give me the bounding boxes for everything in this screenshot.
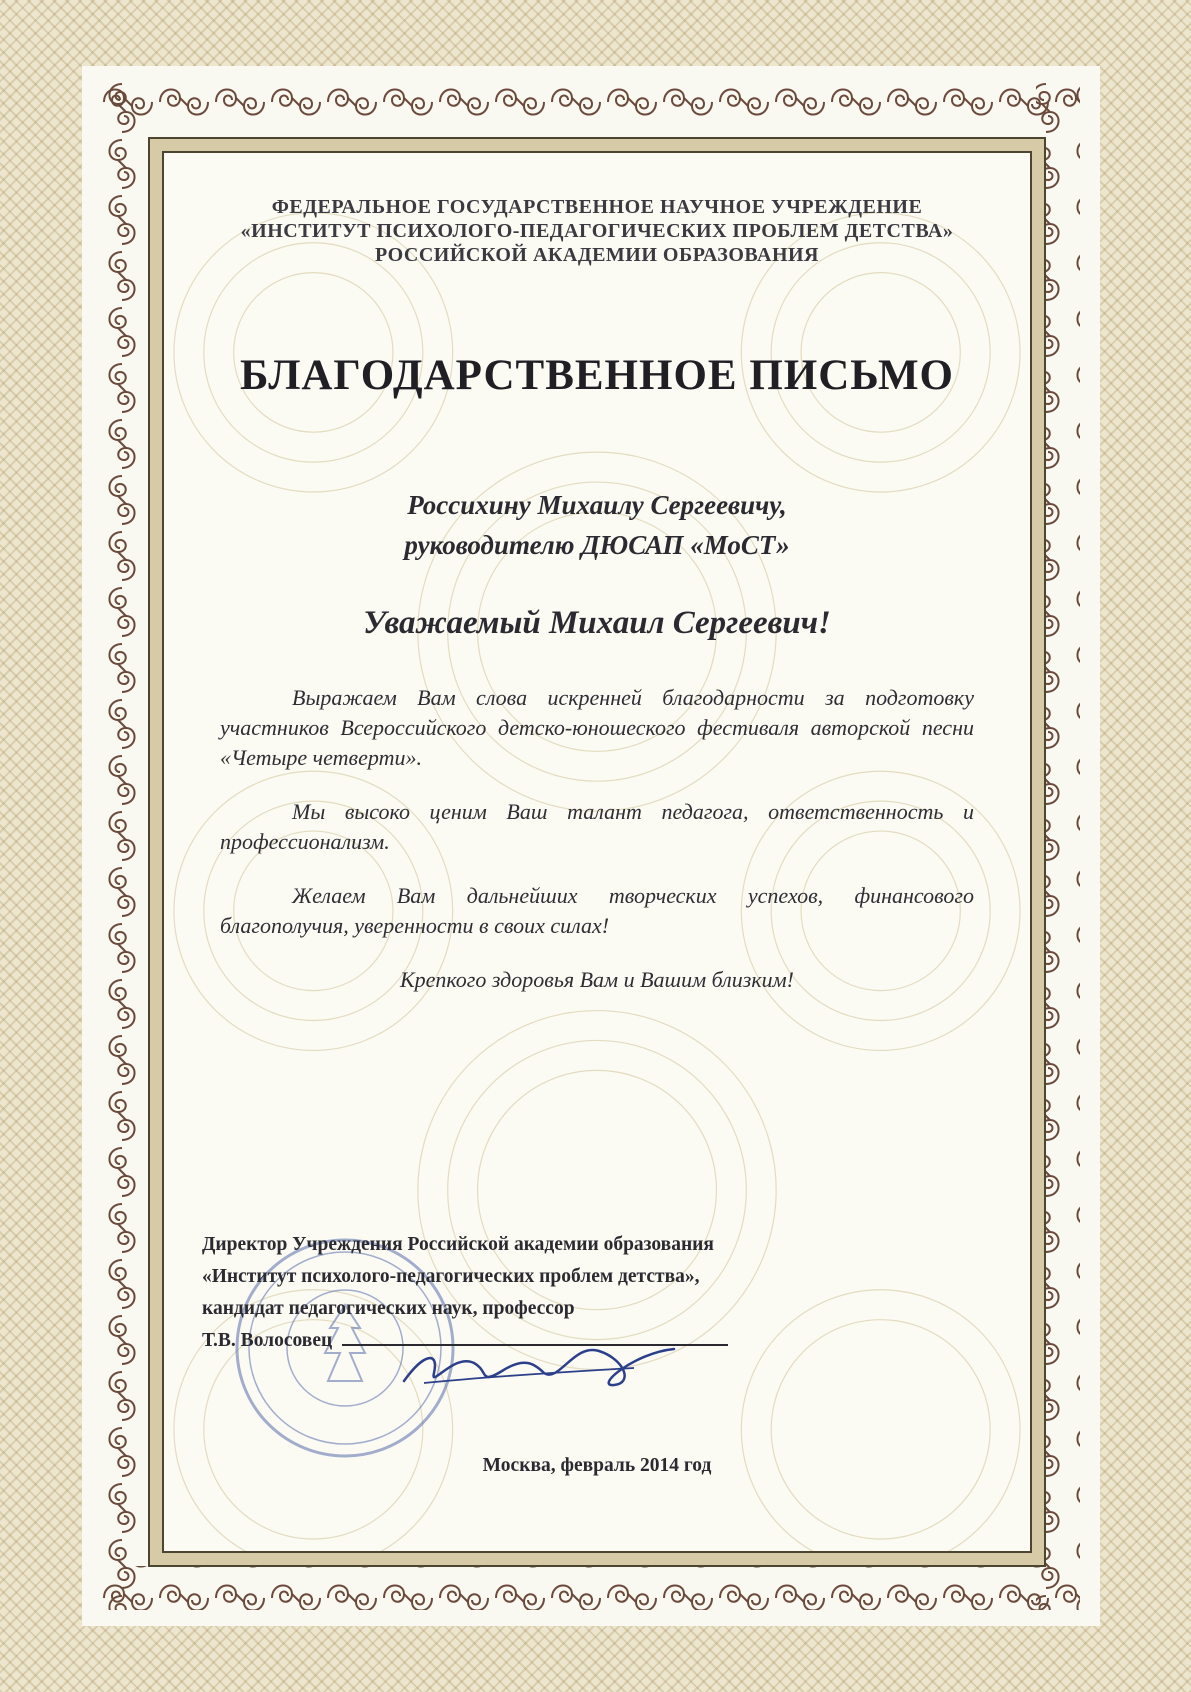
- signatory-name: Т.В. Волосовец: [202, 1330, 333, 1351]
- paragraph: Мы высоко ценим Ваш талант педагога, ответственность и профессионализм.: [220, 799, 974, 854]
- organization-line: ФЕДЕРАЛЬНОЕ ГОСУДАРСТВЕННОЕ НАУЧНОЕ УЧРЕЖДЕНИЕ: [271, 196, 923, 218]
- signatory-title: кандидат педагогических наук, профессор: [202, 1298, 575, 1319]
- greeting: Уважаемый Михаил Сергеевич!: [363, 605, 831, 641]
- organization-line: РОССИЙСКОЙ АКАДЕМИИ ОБРАЗОВАНИЯ: [374, 244, 819, 266]
- organization-header: [164, 195, 1030, 267]
- signatory-title: Директор Учреждения Российской академии образования: [202, 1234, 714, 1255]
- certificate-inner-area: [162, 151, 1032, 1553]
- signatory-title: «Институт психолого-педагогических проблем детства»,: [202, 1266, 700, 1287]
- addressee-name: Россихину Михаилу Сергеевичу,: [407, 490, 787, 520]
- handwritten-signature: [384, 1323, 704, 1403]
- addressee: [164, 485, 1030, 565]
- paragraph: Крепкого здоровья Вам и Вашим близким!: [399, 967, 795, 992]
- document-title: БЛАГОДАРСТВЕННОЕ ПИСЬМО: [239, 352, 955, 399]
- letter-body: [220, 683, 974, 1019]
- organization-line: «ИНСТИТУТ ПСИХОЛОГО-ПЕДАГОГИЧЕСКИХ ПРОБЛЕМ ДЕТСТВА»: [240, 220, 954, 242]
- addressee-position: руководителю ДЮСАП «МоСТ»: [404, 530, 790, 560]
- paragraph: Желаем Вам дальнейших творческих успехов, финансового благополучия, уверенности в своих силах!: [220, 883, 974, 938]
- place-and-date: Москва, февраль 2014 год: [482, 1455, 712, 1476]
- certificate-frame: [148, 137, 1046, 1567]
- paragraph: Выражаем Вам слова искренней благодарности за подготовку участников Всероссийского детско-юношеского фестиваля авторской песни «Четыре четверти».: [220, 685, 974, 770]
